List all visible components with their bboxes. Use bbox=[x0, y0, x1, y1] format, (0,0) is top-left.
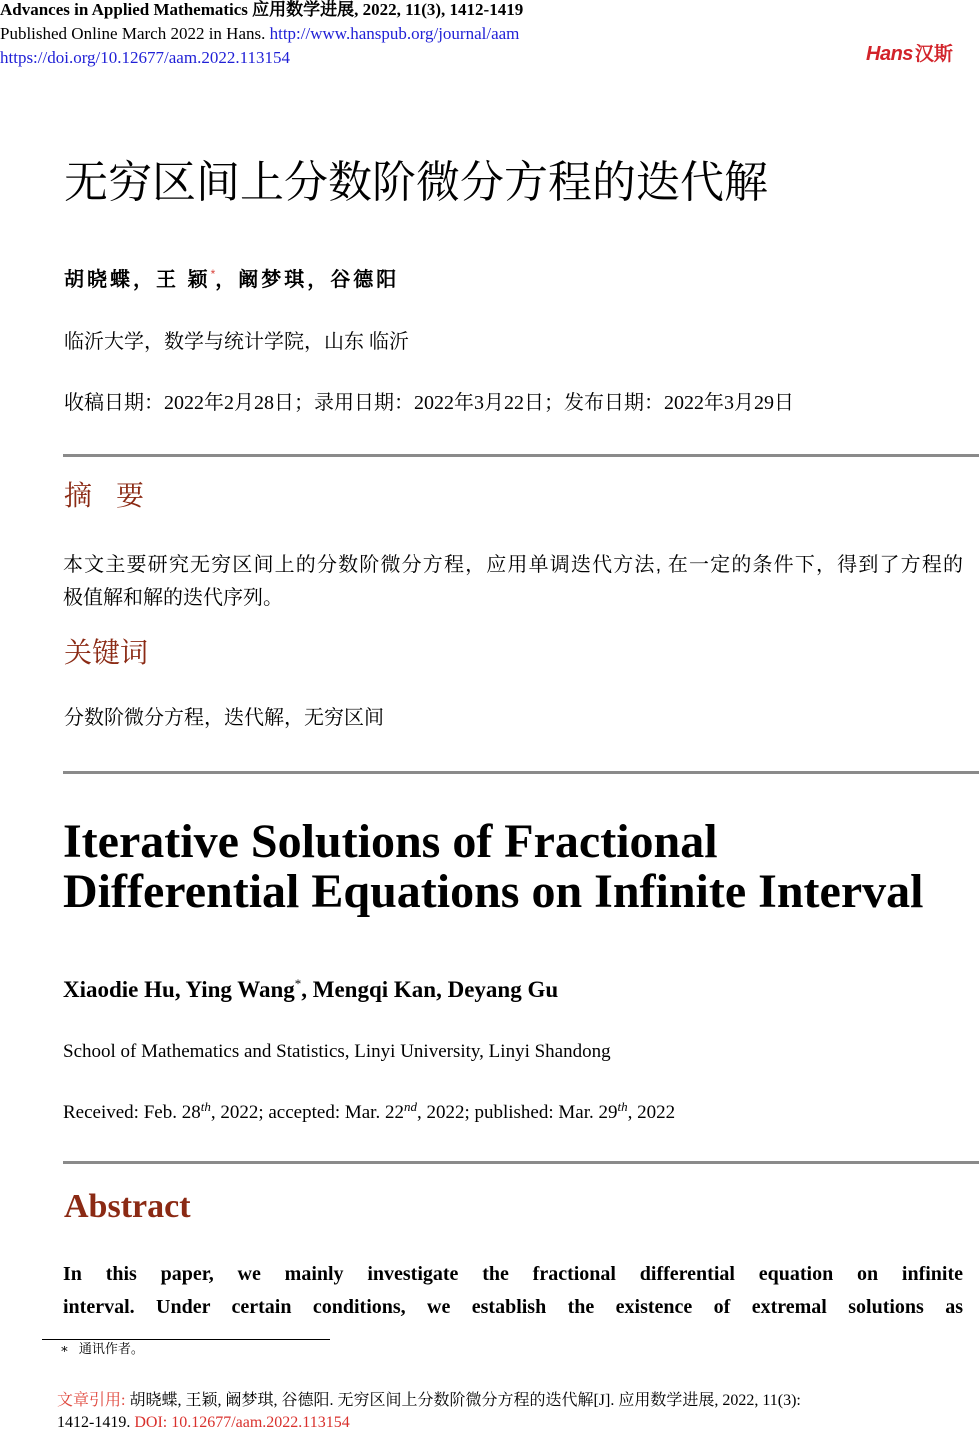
hans-logo-latin: Hans bbox=[866, 43, 913, 65]
chinese-authors-part2: ，阚梦琪，谷德阳 bbox=[215, 269, 400, 291]
corresponding-author-mark: * bbox=[210, 267, 216, 281]
accepted-text: , 2022; accepted: Mar. 22 bbox=[210, 1102, 404, 1123]
chinese-title: 无穷区间上分数阶微分方程的迭代解 bbox=[64, 158, 768, 207]
published-text: , 2022; published: Mar. 29 bbox=[416, 1102, 618, 1123]
journal-url-link[interactable]: http://www.hanspub.org/journal/aam bbox=[269, 24, 520, 43]
citation-pages: 1412-1419. bbox=[57, 1414, 131, 1431]
footnote-rule bbox=[42, 1339, 330, 1340]
english-authors-part1: Xiaodie Hu, Ying Wang bbox=[63, 977, 295, 1002]
citation-line bbox=[57, 1390, 801, 1412]
chinese-keywords-heading: 关键词 bbox=[64, 637, 149, 668]
footnote-text: 通讯作者。 bbox=[78, 1341, 144, 1356]
ordinal-suffix: th bbox=[617, 1099, 628, 1114]
english-title-line: Differential Equations on Infinite Interval bbox=[63, 865, 924, 918]
english-abstract-line: In this paper, we mainly investigate the fractional differential equation on infinite bbox=[63, 1263, 963, 1285]
chinese-keywords: 分数阶微分方程，迭代解，无穷区间 bbox=[64, 707, 384, 729]
english-affiliation: School of Mathematics and Statistics, Linyi University, Linyi Shandong bbox=[63, 1041, 611, 1062]
chinese-abstract-line: 本文主要研究无穷区间上的分数阶微分方程，应用单调迭代方法, 在一定的条件下，得到了方程的 bbox=[63, 554, 963, 576]
chinese-abstract bbox=[63, 549, 963, 615]
chinese-affiliation: 临沂大学，数学与统计学院，山东 临沂 bbox=[64, 331, 409, 353]
citation-text: 胡晓蝶, 王颖, 阚梦琪, 谷德阳. 无穷区间上分数阶微分方程的迭代解[J]. 应用数学进展, 2022, 11(3): bbox=[129, 1392, 801, 1409]
corresponding-author-mark: * bbox=[294, 976, 302, 991]
chinese-dates: 收稿日期：2022年2月28日；录用日期：2022年3月22日；发布日期：2022年3月29日 bbox=[64, 392, 794, 414]
english-abstract bbox=[63, 1258, 963, 1324]
hans-logo bbox=[866, 42, 963, 66]
english-authors-part2: , Mengqi Kan, Deyang Gu bbox=[301, 977, 559, 1002]
ordinal-suffix: nd bbox=[403, 1099, 417, 1114]
citation-doi-link[interactable]: DOI: 10.12677/aam.2022.113154 bbox=[134, 1414, 350, 1431]
english-abstract-heading: Abstract bbox=[64, 1188, 191, 1225]
chinese-abstract-heading: 摘 要 bbox=[64, 481, 145, 512]
chinese-abstract-line: 极值解和解的迭代序列。 bbox=[63, 587, 283, 609]
english-title bbox=[63, 817, 923, 917]
hans-logo-cjk: 汉斯 bbox=[914, 44, 953, 65]
english-authors bbox=[63, 976, 558, 1004]
year-text: , 2022 bbox=[627, 1102, 676, 1123]
citation-block bbox=[57, 1390, 801, 1434]
footnote-mark: ∗ bbox=[60, 1341, 69, 1356]
published-online-text: Published Online March 2022 in Hans. bbox=[0, 24, 266, 43]
doi-url-line bbox=[0, 48, 290, 68]
english-title-line: Iterative Solutions of Fractional bbox=[63, 815, 718, 868]
journal-header-line: Advances in Applied Mathematics 应用数学进展, 2022, 11(3), 1412-1419 bbox=[0, 0, 524, 19]
footnote bbox=[60, 1341, 144, 1357]
section-divider bbox=[63, 1161, 979, 1164]
received-text: Received: Feb. 28 bbox=[63, 1102, 201, 1123]
section-divider bbox=[63, 454, 979, 457]
english-abstract-line: interval. Under certain conditions, we establish the existence of extremal solutions as bbox=[63, 1296, 963, 1318]
chinese-authors bbox=[64, 266, 399, 294]
citation-line bbox=[57, 1412, 801, 1434]
publication-info-line bbox=[0, 24, 519, 44]
ordinal-suffix: th bbox=[200, 1099, 211, 1114]
chinese-authors-part1: 胡晓蝶，王 颖 bbox=[64, 269, 211, 291]
section-divider bbox=[63, 771, 979, 774]
citation-label: 文章引用: bbox=[57, 1392, 126, 1409]
english-dates bbox=[63, 1101, 675, 1125]
doi-url-link[interactable]: https://doi.org/10.12677/aam.2022.113154 bbox=[0, 48, 290, 67]
